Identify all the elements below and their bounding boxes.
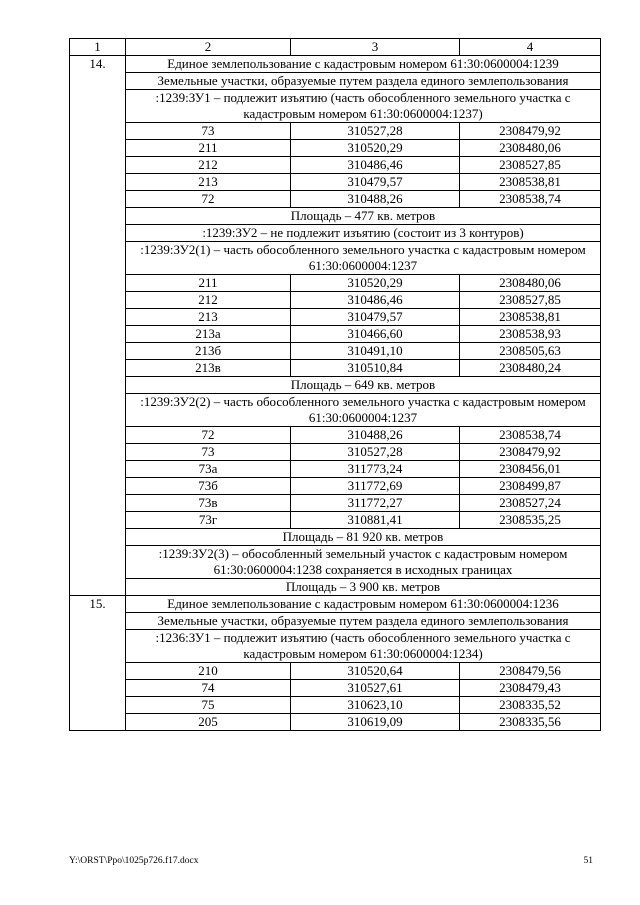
segment-heading-row — [70, 630, 601, 663]
coordinate-x: 310881,41 — [291, 512, 460, 529]
coordinate-x: 310619,09 — [291, 714, 460, 731]
coordinate-x: 311773,24 — [291, 461, 460, 478]
header-row — [70, 39, 601, 56]
coordinate-row — [70, 714, 601, 731]
coordinate-x: 310510,84 — [291, 360, 460, 377]
segment-heading-row — [70, 225, 601, 242]
point-id: 72 — [126, 191, 291, 208]
coordinate-x: 310491,10 — [291, 343, 460, 360]
coordinate-x: 310486,46 — [291, 292, 460, 309]
coordinate-x: 310623,10 — [291, 697, 460, 714]
coordinate-y: 2308479,56 — [460, 663, 601, 680]
coordinates-table-body — [70, 39, 601, 731]
coordinate-x: 310520,64 — [291, 663, 460, 680]
coordinate-y: 2308527,85 — [460, 157, 601, 174]
point-id: 205 — [126, 714, 291, 731]
area-value: Площадь – 3 900 кв. метров — [126, 579, 601, 596]
header-cell: 3 — [291, 39, 460, 56]
coordinate-row — [70, 292, 601, 309]
coordinate-row — [70, 275, 601, 292]
coordinate-row — [70, 512, 601, 529]
coordinate-y: 2308335,56 — [460, 714, 601, 731]
segment-heading-row — [70, 394, 601, 427]
area-value: Площадь – 649 кв. метров — [126, 377, 601, 394]
point-id: 73б — [126, 478, 291, 495]
point-id: 73 — [126, 123, 291, 140]
point-id: 73 — [126, 444, 291, 461]
point-id: 213 — [126, 174, 291, 191]
area-row — [70, 208, 601, 225]
coordinate-y: 2308479,92 — [460, 123, 601, 140]
item-number: 14. — [70, 56, 126, 596]
point-id: 212 — [126, 157, 291, 174]
coordinate-row — [70, 123, 601, 140]
coordinate-x: 310486,46 — [291, 157, 460, 174]
point-id: 211 — [126, 275, 291, 292]
point-id: 72 — [126, 427, 291, 444]
segment-heading-row — [70, 90, 601, 123]
coordinate-row — [70, 191, 601, 208]
coordinate-y: 2308499,87 — [460, 478, 601, 495]
segment-heading: :1239:ЗУ1 – подлежит изъятию (часть обособленного земельного участка с кадастровым номером 61:30:0600004:1237) — [126, 90, 601, 123]
coordinate-y: 2308480,06 — [460, 140, 601, 157]
point-id: 212 — [126, 292, 291, 309]
coordinate-x: 310479,57 — [291, 309, 460, 326]
point-id: 73в — [126, 495, 291, 512]
segment-heading: :1239:ЗУ2 – не подлежит изъятию (состоит из 3 контуров) — [126, 225, 601, 242]
block-subtitle: Земельные участки, образуемые путем раздела единого землепользования — [126, 73, 601, 90]
coordinate-y: 2308527,85 — [460, 292, 601, 309]
coordinate-row — [70, 461, 601, 478]
area-row — [70, 579, 601, 596]
coordinate-x: 310527,28 — [291, 444, 460, 461]
coordinates-table — [69, 38, 601, 731]
coordinate-row — [70, 343, 601, 360]
coordinate-x: 310488,26 — [291, 427, 460, 444]
coordinate-y: 2308479,92 — [460, 444, 601, 461]
point-id: 210 — [126, 663, 291, 680]
coordinate-row — [70, 309, 601, 326]
header-cell: 4 — [460, 39, 601, 56]
coordinate-row — [70, 326, 601, 343]
coordinate-x: 310520,29 — [291, 275, 460, 292]
point-id: 74 — [126, 680, 291, 697]
point-id: 213б — [126, 343, 291, 360]
block-title: Единое землепользование с кадастровым номером 61:30:0600004:1236 — [126, 596, 601, 613]
block-subtitle: Земельные участки, образуемые путем раздела единого землепользования — [126, 613, 601, 630]
coordinate-row — [70, 697, 601, 714]
segment-heading-row — [70, 242, 601, 275]
block-title-row — [70, 56, 601, 73]
point-id: 213 — [126, 309, 291, 326]
segment-heading-row — [70, 546, 601, 579]
coordinate-y: 2308535,25 — [460, 512, 601, 529]
segment-heading: :1239:ЗУ2(1) – часть обособленного земельного участка с кадастровым номером 61:30:0600004:1237 — [126, 242, 601, 275]
header-cell: 2 — [126, 39, 291, 56]
point-id: 213в — [126, 360, 291, 377]
segment-heading: :1239:ЗУ2(3) – обособленный земельный участок с кадастровым номером 61:30:0600004:1238 сохраняется в исходных границах — [126, 546, 601, 579]
coordinate-y: 2308480,06 — [460, 275, 601, 292]
coordinate-x: 310488,26 — [291, 191, 460, 208]
area-value: Площадь – 477 кв. метров — [126, 208, 601, 225]
coordinate-y: 2308456,01 — [460, 461, 601, 478]
footer-file-path: Y:\ORST\Ppo\1025p726.f17.docx — [69, 856, 199, 866]
coordinate-x: 310527,61 — [291, 680, 460, 697]
block-title-row — [70, 596, 601, 613]
block-subtitle-row — [70, 613, 601, 630]
coordinate-y: 2308538,81 — [460, 174, 601, 191]
point-id: 75 — [126, 697, 291, 714]
area-row — [70, 377, 601, 394]
coordinate-y: 2308527,24 — [460, 495, 601, 512]
segment-heading: :1236:ЗУ1 – подлежит изъятию (часть обособленного земельного участка с кадастровым номером 61:30:0600004:1234) — [126, 630, 601, 663]
coordinate-x: 310527,28 — [291, 123, 460, 140]
coordinate-x: 311772,69 — [291, 478, 460, 495]
coordinate-x: 311772,27 — [291, 495, 460, 512]
coordinate-y: 2308505,63 — [460, 343, 601, 360]
coordinate-x: 310479,57 — [291, 174, 460, 191]
coordinate-row — [70, 174, 601, 191]
coordinate-row — [70, 360, 601, 377]
coordinate-row — [70, 663, 601, 680]
coordinate-row — [70, 157, 601, 174]
block-title: Единое землепользование с кадастровым номером 61:30:0600004:1239 — [126, 56, 601, 73]
coordinate-y: 2308480,24 — [460, 360, 601, 377]
block-subtitle-row — [70, 73, 601, 90]
coordinate-y: 2308538,74 — [460, 191, 601, 208]
coordinate-x: 310466,60 — [291, 326, 460, 343]
coordinate-y: 2308479,43 — [460, 680, 601, 697]
point-id: 213а — [126, 326, 291, 343]
item-number: 15. — [70, 596, 126, 731]
coordinate-y: 2308538,81 — [460, 309, 601, 326]
point-id: 73а — [126, 461, 291, 478]
coordinate-row — [70, 444, 601, 461]
coordinate-x: 310520,29 — [291, 140, 460, 157]
coordinate-y: 2308335,52 — [460, 697, 601, 714]
coordinate-row — [70, 495, 601, 512]
segment-heading: :1239:ЗУ2(2) – часть обособленного земельного участка с кадастровым номером 61:30:0600004:1237 — [126, 394, 601, 427]
coordinate-row — [70, 140, 601, 157]
area-row — [70, 529, 601, 546]
coordinate-row — [70, 427, 601, 444]
footer-page-number: 51 — [583, 856, 593, 866]
point-id: 211 — [126, 140, 291, 157]
coordinate-row — [70, 478, 601, 495]
coordinate-y: 2308538,74 — [460, 427, 601, 444]
coordinate-row — [70, 680, 601, 697]
coordinate-y: 2308538,93 — [460, 326, 601, 343]
header-cell: 1 — [70, 39, 126, 56]
point-id: 73г — [126, 512, 291, 529]
area-value: Площадь – 81 920 кв. метров — [126, 529, 601, 546]
